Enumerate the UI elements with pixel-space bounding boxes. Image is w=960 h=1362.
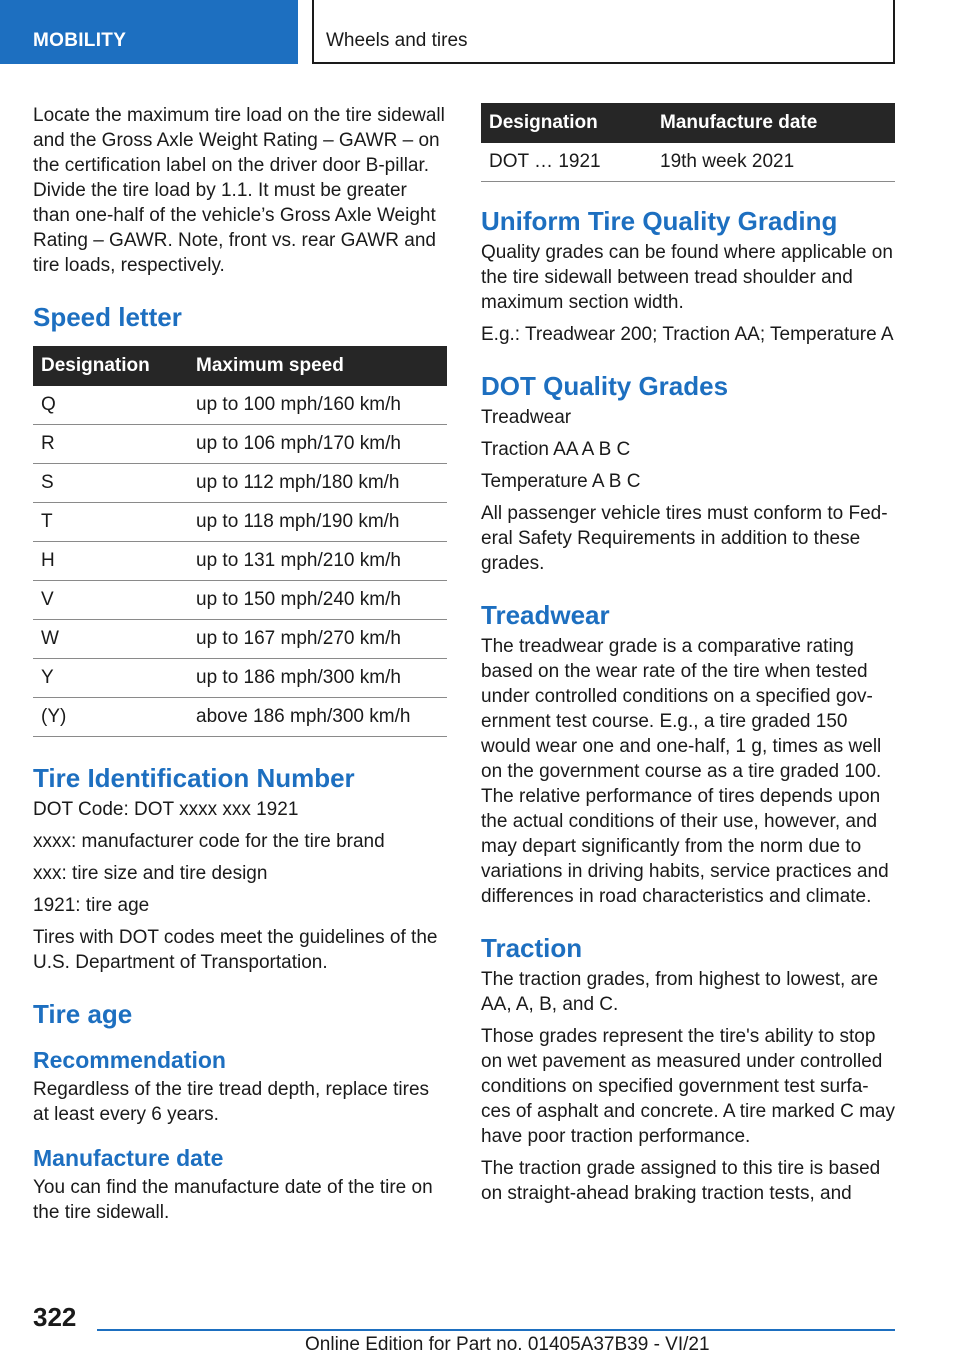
- tin-line: xxxx: manufacturer code for the tire brand: [33, 831, 385, 852]
- manufacture-date-heading: Manufacture date: [33, 1145, 224, 1171]
- table-header-cell: Designation: [33, 346, 188, 386]
- table-cell: up to 118 mph/190 km/h: [188, 503, 447, 542]
- table-row: [481, 143, 895, 182]
- table-cell: DOT … 1921: [481, 143, 652, 182]
- table-cell: Y: [33, 659, 188, 698]
- table-header-cell: Designation: [481, 103, 652, 143]
- table-cell: W: [33, 620, 188, 659]
- dot-quality-line: Temperature A B C: [481, 471, 641, 492]
- table-header-cell: Maximum speed: [188, 346, 447, 386]
- table-cell: up to 106 mph/170 km/h: [188, 425, 447, 464]
- manufacture-date-text: You can find the manufacture date of the tire on the tire sidewall.: [33, 1177, 433, 1223]
- recommendation-heading: Recommendation: [33, 1047, 226, 1073]
- utqg-line: Quality grades can be found where applicable on the tire sidewall between tread shoulder and maximum section width.: [481, 242, 893, 313]
- dot-quality-line: Traction AA A B C: [481, 439, 631, 460]
- edition-footer: Online Edition for Part no. 01405A37B39 - VI/21: [305, 1334, 710, 1355]
- table-header-row: [33, 346, 447, 386]
- table-cell: V: [33, 581, 188, 620]
- speed-letter-table: [33, 346, 447, 737]
- table-cell: up to 112 mph/180 km/h: [188, 464, 447, 503]
- treadwear-heading: Treadwear: [481, 600, 610, 630]
- table-cell: Q: [33, 386, 188, 425]
- tin-heading: Tire Identification Number: [33, 763, 355, 793]
- table-row: [33, 620, 447, 659]
- tin-line: DOT Code: DOT xxxx xxx 1921: [33, 799, 299, 820]
- table-row: [33, 464, 447, 503]
- table-cell: up to 167 mph/270 km/h: [188, 620, 447, 659]
- table-cell: up to 100 mph/160 km/h: [188, 386, 447, 425]
- section-title: MOBILITY: [33, 30, 127, 51]
- traction-line: Those grades represent the tire's ability to stop on wet pavement as measured under controlled conditions on specified government test surfa‐ces of asphalt and concrete. A tire marked C may have poor traction performance.: [481, 1026, 895, 1147]
- table-cell: up to 186 mph/300 km/h: [188, 659, 447, 698]
- table-header-cell: Manufacture date: [652, 103, 895, 143]
- tire-age-heading: Tire age: [33, 999, 133, 1029]
- right-column: [481, 103, 895, 1213]
- left-column: [33, 103, 447, 1232]
- recommendation-text: Regardless of the tire tread depth, replace tires at least every 6 years.: [33, 1079, 430, 1125]
- tin-line: 1921: tire age: [33, 895, 150, 916]
- table-cell: 19th week 2021: [652, 143, 895, 182]
- table-cell: H: [33, 542, 188, 581]
- tin-line: xxx: tire size and tire design: [33, 863, 268, 884]
- utqg-line: E.g.: Treadwear 200; Traction AA; Temperature A: [481, 324, 894, 345]
- traction-line: The traction grades, from highest to lowest, are AA, A, B, and C.: [481, 969, 879, 1015]
- traction-heading: Traction: [481, 933, 583, 963]
- chapter-tab: [312, 0, 895, 64]
- page-number: 322: [33, 1302, 77, 1332]
- table-cell: up to 150 mph/240 km/h: [188, 581, 447, 620]
- traction-line: The traction grade assigned to this tire is based on straight-ahead braking traction tests, and: [481, 1158, 881, 1204]
- table-header-row: [481, 103, 895, 143]
- table-row: [33, 659, 447, 698]
- table-cell: R: [33, 425, 188, 464]
- table-cell: S: [33, 464, 188, 503]
- treadwear-text: The treadwear grade is a comparative rating based on the wear rate of the tire when tested under controlled conditions on a specified gov‐ernment test course. E.g., a tire graded 150 would wear one and one-half, 1 g, times as well on the government course as a tire graded 100. The relative performance of tires depends upon the actual conditions of their use, however, and may depart significantly from the norm due to variations in driving habits, service practices and differences in road characteristics and climate.: [481, 636, 889, 907]
- footer-divider: [97, 1329, 895, 1331]
- dot-quality-line: All passenger vehicle tires must conform to Fed‐eral Safety Requirements in addition to these grades.: [481, 503, 888, 574]
- dot-quality-heading: DOT Quality Grades: [481, 371, 729, 401]
- dot-quality-line: Treadwear: [481, 407, 572, 428]
- section-tab: [0, 0, 298, 64]
- speed-letter-heading: Speed letter: [33, 302, 182, 332]
- table-row: [33, 425, 447, 464]
- table-cell: up to 131 mph/210 km/h: [188, 542, 447, 581]
- manufacture-date-table: [481, 103, 895, 182]
- tin-line: Tires with DOT codes meet the guidelines of the U.S. Department of Transportation.: [33, 927, 438, 973]
- table-cell: above 186 mph/300 km/h: [188, 698, 447, 737]
- utqg-heading: Uniform Tire Quality Grading: [481, 206, 838, 236]
- table-cell: (Y): [33, 698, 188, 737]
- table-row: [33, 581, 447, 620]
- load-intro-paragraph: Locate the maximum tire load on the tire sidewall and the Gross Axle Weight Rating – GAWR – on the certification label on the driver door B-pillar. Divide the tire load by 1.1. It must be greater than one-half of the vehicle’s Gross Axle Weight Rating – GAWR. Note, front vs. rear GAWR and tire loads, respectively.: [33, 105, 445, 276]
- table-row: [33, 503, 447, 542]
- table-row: [33, 386, 447, 425]
- table-cell: T: [33, 503, 188, 542]
- chapter-title: Wheels and tires: [326, 30, 468, 51]
- table-row: [33, 698, 447, 737]
- table-row: [33, 542, 447, 581]
